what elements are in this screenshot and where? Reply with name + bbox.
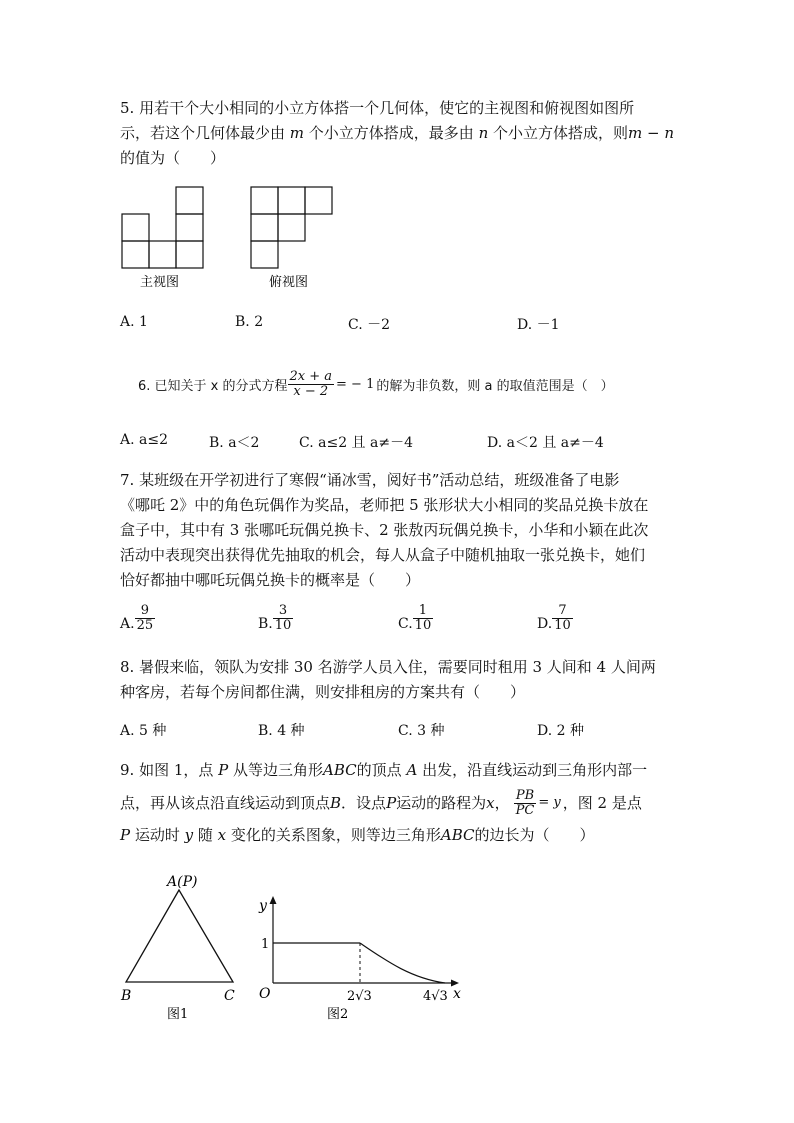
q9-line1 — [120, 759, 647, 781]
equilateral-triangle — [126, 890, 233, 982]
q9-text: 的顶点 — [356, 761, 407, 779]
top-view-label: 俯视图 — [269, 275, 309, 290]
q7-option-letter: D. — [537, 616, 553, 632]
q7-line4: 活动中表现突出获得优先抽取的机会，每人从盒子中随机抽取一张兑换卡，她们 — [120, 546, 646, 564]
q7-option-fraction — [135, 604, 156, 633]
q9-figure2-graph — [255, 890, 470, 1025]
q5-option-a[interactable]: A. 1 — [120, 314, 148, 330]
q9-text: 从等边三角形 — [228, 761, 324, 779]
q5-option-b[interactable]: B. 2 — [235, 314, 264, 330]
q9-line3 — [120, 824, 595, 846]
q9-line2 — [120, 784, 642, 822]
q5-line2 — [120, 122, 674, 144]
q9-text: ， — [494, 794, 510, 812]
figure1-caption: 图1 — [167, 1007, 189, 1022]
axis-label-x: x — [453, 986, 461, 1002]
x-tick-2sqrt3: 2√3 — [347, 989, 372, 1004]
q9-frac-num: PB — [514, 789, 537, 804]
q9-text: 变化的关系图象，则等边三角形 — [226, 826, 441, 844]
q7-option-fraction — [273, 604, 294, 633]
axis-label-y: y — [259, 898, 267, 914]
q9-text: 随 — [193, 826, 218, 844]
vertex-label-C: C — [224, 988, 235, 1004]
q7-option-fraction — [413, 604, 434, 633]
top-view-grid — [251, 187, 332, 268]
frac-den: 25 — [136, 618, 154, 633]
q9-frac-den: PC — [515, 802, 535, 818]
y-tick-1: 1 — [261, 937, 270, 952]
q5-text: 个小立方体搭成，则 — [488, 124, 629, 142]
q9-text: ．设点 — [341, 794, 387, 812]
q6-line — [138, 370, 614, 399]
q6-suffix: 的解为非负数，则 a 的取值范围是（ ） — [376, 379, 614, 394]
frac-num: 3 — [273, 604, 294, 619]
q6-option-a[interactable]: A. a≤2 — [120, 432, 168, 448]
q5-var-m: m — [289, 124, 305, 142]
q9-text: ，图 2 是点 — [562, 794, 642, 812]
vertex-label-A: A(P) — [167, 874, 198, 890]
q9-var-P: P — [218, 761, 229, 779]
q9-text: 的边长为（ ） — [474, 826, 595, 844]
q6-frac-num: 2x + a — [289, 369, 333, 384]
q5-expression: m − n — [628, 124, 675, 142]
q5-views-figure — [115, 180, 355, 295]
q6-option-d[interactable]: D. a＜2 且 a≠－4 — [487, 435, 604, 451]
front-view-grid — [122, 187, 203, 268]
q9-var-A: A — [406, 761, 418, 779]
origin-label: O — [259, 986, 271, 1002]
q8-line2: 种客房，若每个房间都住满，则安排租房的方案共有（ ） — [120, 683, 526, 701]
q9-var-ABC: ABC — [323, 761, 357, 779]
q5-line3: 的值为（ ） — [120, 149, 226, 167]
q7-option-letter: C. — [398, 616, 413, 632]
q7-option-a[interactable] — [120, 604, 155, 633]
q9-figure1-triangle — [112, 870, 247, 1025]
q9-rhs: = y — [538, 795, 561, 810]
frac-den: 10 — [274, 618, 292, 633]
graph-curve-segment — [360, 943, 445, 983]
q9-var-x: x — [486, 794, 495, 812]
q6-fraction — [288, 370, 335, 399]
q9-text: 点，再从该点沿直线运动到顶点 — [120, 794, 331, 812]
front-view-label: 主视图 — [140, 275, 180, 290]
q7-line1: 7. 某班级在开学初进行了寒假“诵冰雪，阅好书”活动总结，班级准备了电影 — [120, 471, 620, 489]
q8-option-d[interactable]: D. 2 种 — [537, 723, 584, 739]
q8-option-c[interactable]: C. 3 种 — [398, 723, 445, 739]
q9-var-ABC: ABC — [440, 826, 475, 844]
q5-text: 示，若这个几何体最少由 — [120, 124, 290, 142]
q9-text: 运动的路程为 — [396, 794, 487, 812]
q9-var-y: y — [184, 826, 194, 844]
q5-line1: 5. 用若干个大小相同的小立方体搭一个几何体，使它的主视图和俯视图如图所 — [120, 99, 635, 117]
figure2-caption: 图2 — [327, 1007, 349, 1022]
q6-frac-den: x − 2 — [293, 384, 329, 399]
q9-fraction — [514, 789, 537, 818]
q7-option-c[interactable] — [398, 604, 433, 633]
q7-line5: 恰好都抽中哪吒玩偶兑换卡的概率是（ ） — [120, 571, 421, 589]
frac-num: 9 — [135, 604, 156, 619]
q9-var-P: P — [120, 826, 131, 844]
frac-den: 10 — [414, 618, 432, 633]
q5-option-c[interactable]: C. －2 — [348, 317, 391, 333]
q7-option-d[interactable] — [537, 604, 573, 633]
q7-option-fraction — [552, 604, 573, 633]
x-tick-4sqrt3: 4√3 — [423, 989, 448, 1004]
q9-var-x: x — [217, 826, 227, 844]
q9-text: 运动时 — [130, 826, 185, 844]
q6-rhs: = − 1 — [336, 377, 375, 392]
y-axis-arrow — [270, 896, 277, 904]
q5-var-n: n — [478, 124, 489, 142]
q6-option-b[interactable]: B. a＜2 — [209, 435, 260, 451]
q7-line3: 盒子中，其中有 3 张哪吒玩偶兑换卡、2 张敖丙玩偶兑换卡，小华和小颖在此次 — [120, 521, 649, 539]
q9-text: 9. 如图 1，点 — [120, 761, 219, 779]
q8-option-a[interactable]: A. 5 种 — [120, 723, 167, 739]
q7-option-letter: B. — [258, 616, 273, 632]
q5-option-d[interactable]: D. －1 — [517, 317, 560, 333]
q7-option-letter: A. — [120, 616, 135, 632]
q9-var-B: B — [330, 794, 342, 812]
vertex-label-B: B — [121, 988, 132, 1004]
q9-var-P: P — [386, 794, 397, 812]
q8-option-b[interactable]: B. 4 种 — [258, 723, 305, 739]
q8-line1: 8. 暑假来临，领队为安排 30 名游学人员入住，需要同时租用 3 人间和 4 人间两 — [120, 658, 656, 676]
q7-option-b[interactable] — [258, 604, 293, 633]
frac-num: 1 — [413, 604, 434, 619]
q6-prefix: 6. 已知关于 x 的分式方程 — [138, 379, 288, 394]
q7-line2: 《哪吒 2》中的角色玩偶作为奖品，老师把 5 张形状大小相同的奖品兑换卡放在 — [120, 496, 649, 514]
frac-den: 10 — [554, 618, 571, 633]
q6-option-c[interactable]: C. a≤2 且 a≠－4 — [299, 435, 413, 451]
q5-text: 个小立方体搭成，最多由 — [304, 124, 479, 142]
frac-num: 7 — [552, 604, 573, 619]
q9-text: 出发，沿直线运动到三角形内部一 — [417, 761, 648, 779]
